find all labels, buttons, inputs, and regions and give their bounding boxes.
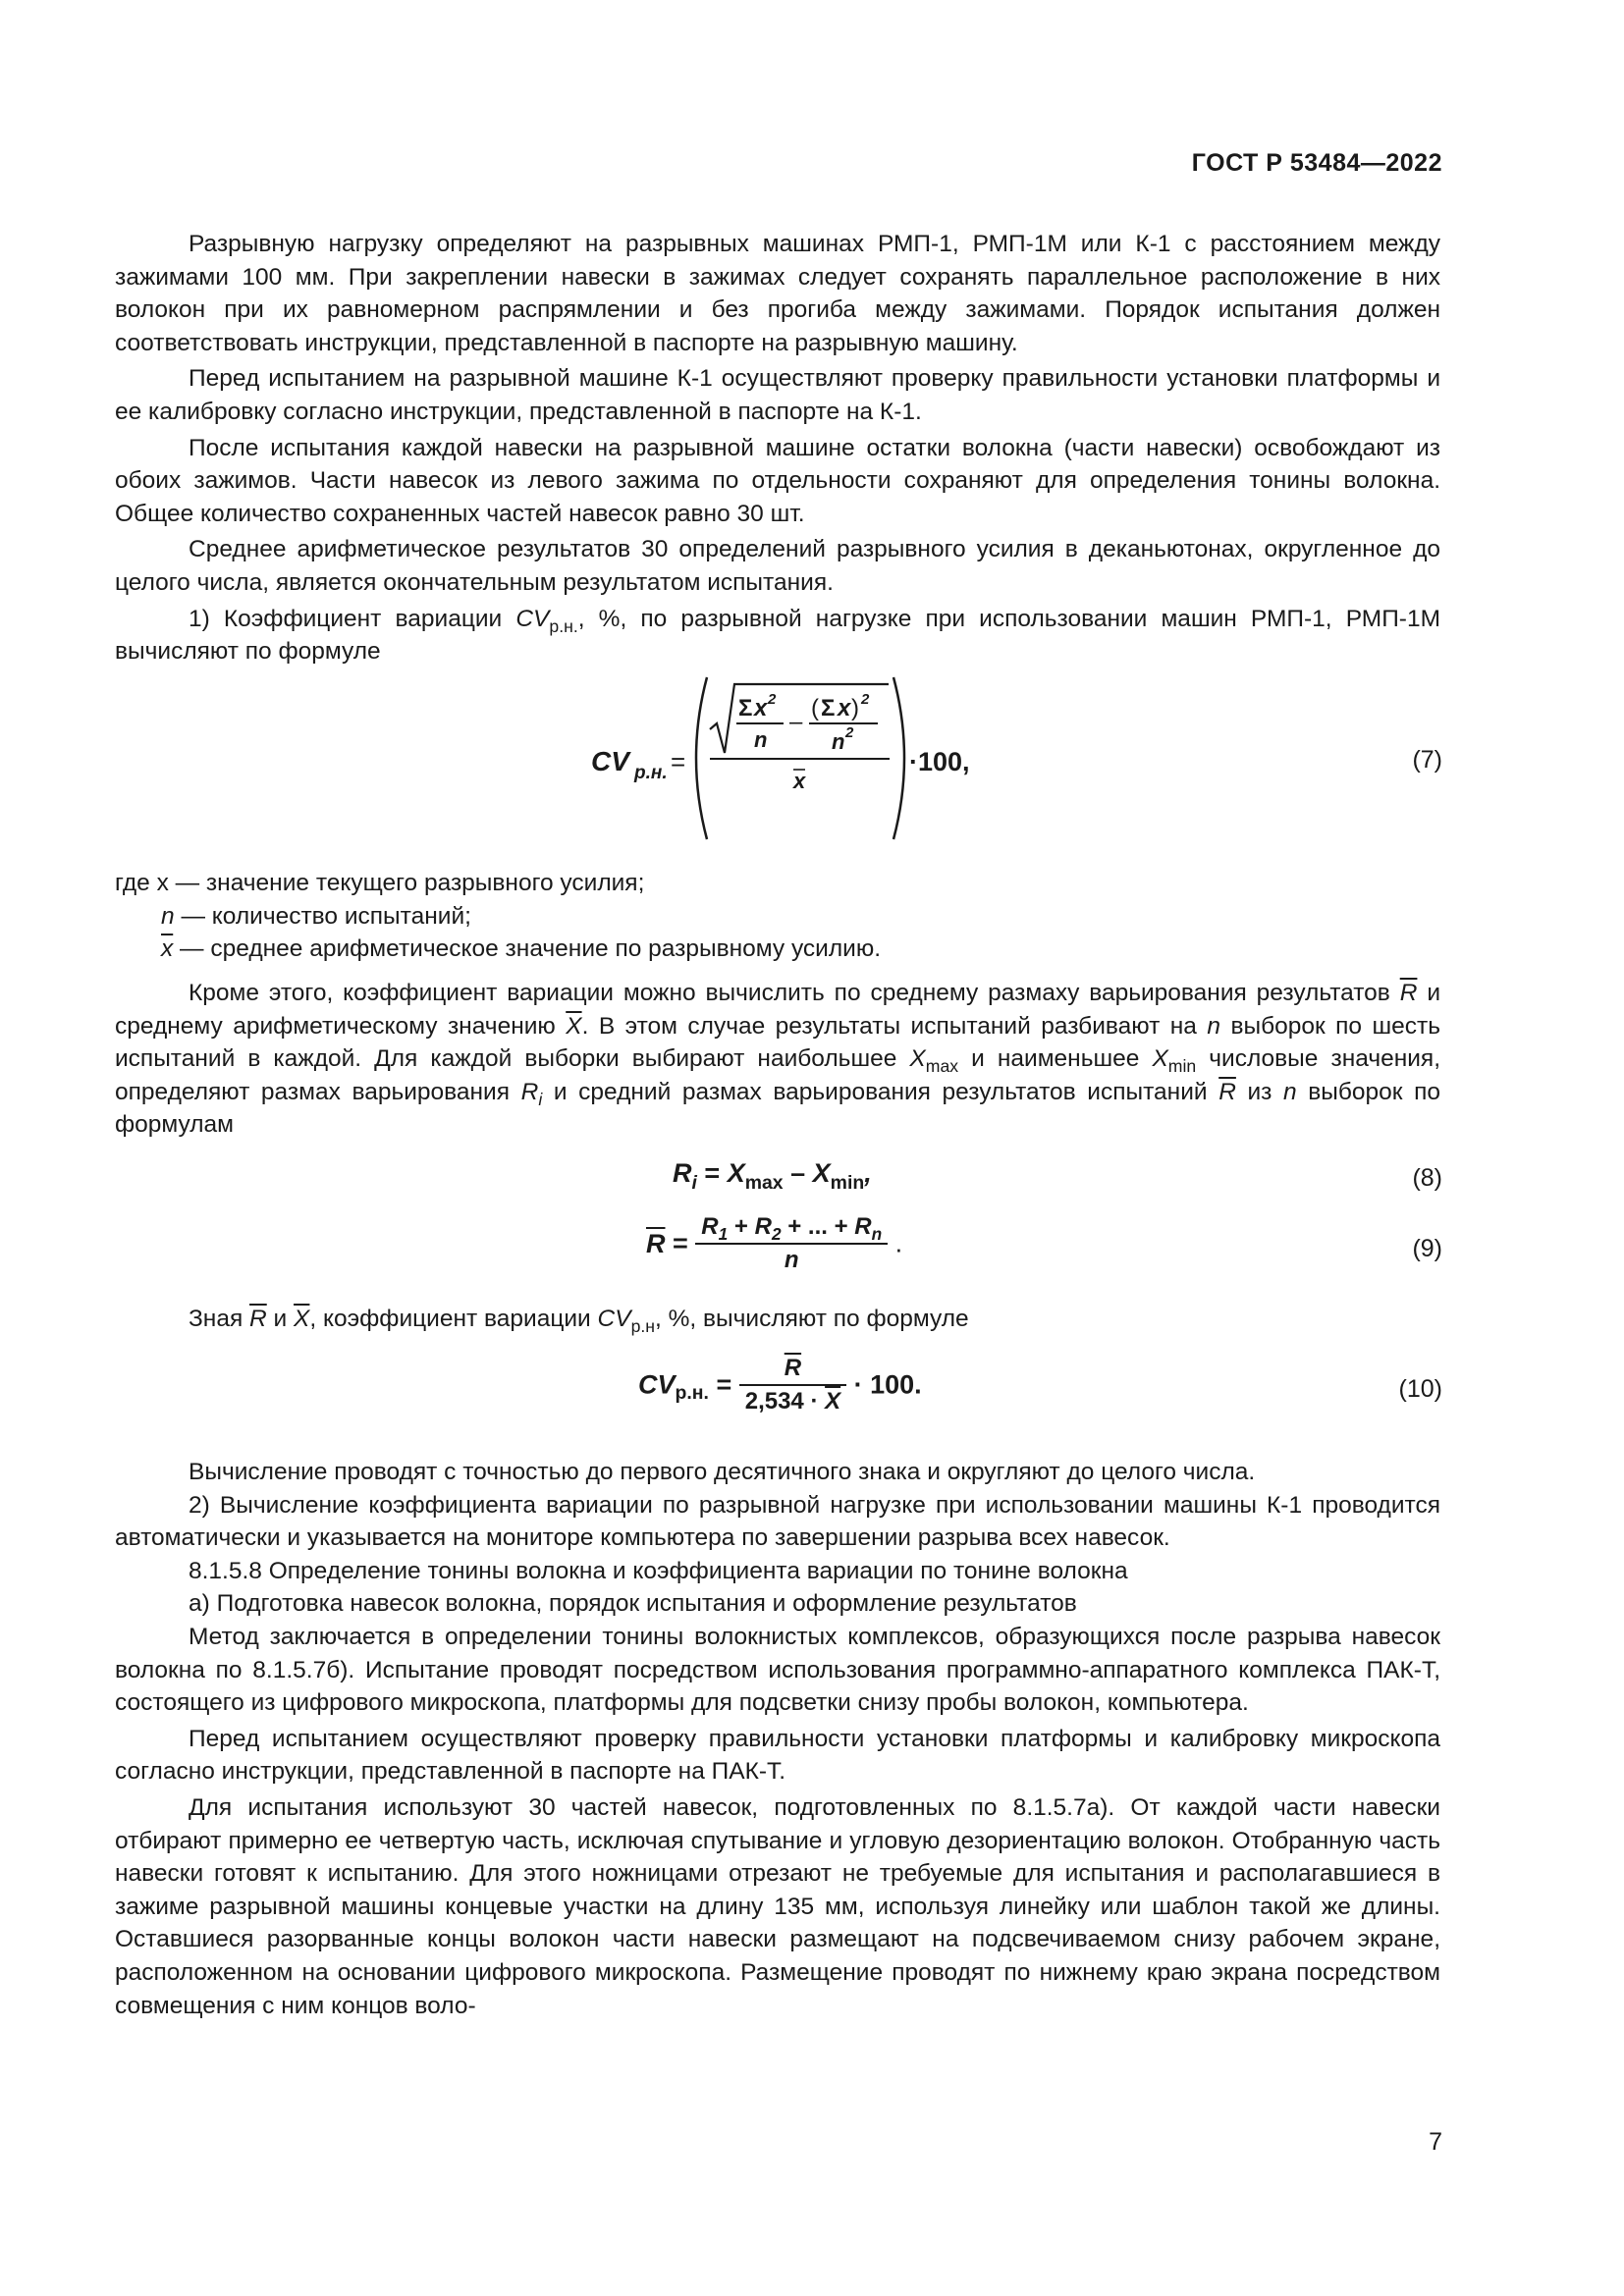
variable-definitions <box>115 867 881 966</box>
svg-text:CV: CV <box>591 746 629 776</box>
text-block-2 <box>115 977 1440 1142</box>
definition-xbar: $\overline{x}$ — среднее арифметическое значение по разрывному усилию. <box>161 935 882 963</box>
paragraph: Для испытания используют 30 частей навесок, подготовленных по 8.1.5.7а). От каждой части навески отбирают примерно ее четвертую часть, исключая спутывание и угловую дезориентацию волокон. Отобранную часть навески готовят к испытанию. Для этого ножницами отрезают не требуемые для испытания и располагавшиеся в зажиме разрывной машины концевые участки на длину 135 мм, используя линейку или шаблон такой же длины. Оставшиеся разорванные концы волокон части навески размещают на подсвечиваемом снизу рабочем экране, расположенном на основании цифрового микроскопа. Размещение проводят по нижнему краю экрана посредством совмещения с ним концов воло- <box>115 1793 1440 2019</box>
svg-text:–: – <box>789 709 803 735</box>
svg-text:2: 2 <box>861 691 870 708</box>
subsection-heading: а) Подготовка навесок волокна, порядок испытания и оформление результатов <box>189 1590 1077 1618</box>
paragraph: Среднее арифметическое результатов 30 определений разрывного усилия в деканьютонах, округленное до целого числа, является окончательным результатом испытания. <box>115 536 1440 596</box>
svg-text:2: 2 <box>845 724 854 741</box>
text-block-3 <box>115 1456 1440 2022</box>
svg-text:n: n <box>754 727 768 752</box>
formula-9-number: (9) <box>1412 1235 1442 1262</box>
svg-text:): ) <box>851 695 859 721</box>
paragraph: Вычисление проводят с точностью до первого десятичного знака и округляют до целого числа. <box>189 1459 1256 1485</box>
paragraph: Метод заключается в определении тонины волокнистых комплексов, образующихся после разрыва навесок волокна по 8.1.5.7б). Испытание проводят посредством использования программно-аппаратного комплекса ПАК-Т, состоящего из цифрового микроскопа, платформы для подсветки снизу пробы волокон, компьютера. <box>115 1623 1440 1717</box>
paragraph: Перед испытанием осуществляют проверку правильности установки платформы и калибровку микроскопа согласно инструкции, представленной в паспорте на ПАК-Т. <box>115 1725 1440 1786</box>
page-number: 7 <box>1429 2128 1442 2156</box>
paragraph-range-method: Кроме этого, коэффициент вариации можно вычислить по среднему размаху варьирования результатов $\overline{R}$ и среднему арифметическому значению $\overline{X}$. В этом случае результаты испытаний разбивают на n выборок по шесть испытаний в каждой. Для каждой выборки выбирают наибольшее $X_{max}$ и наименьшее $X_{min}$ числовые значения, определяют размах варьирования $R_i$ и средний размах варьирования результатов испытаний $\overline{R}$ из n выборок по формулам <box>115 980 1441 1139</box>
definition-x: где х — значение текущего разрывного усилия; <box>115 870 645 896</box>
formula-9: $\overline{R}$ = $\frac{R_1 + R_2 + ... + R_n}{n}$ . <box>646 1213 903 1273</box>
formula-8-number: (8) <box>1412 1164 1442 1192</box>
svg-text:x: x <box>754 695 768 721</box>
text-block-1 <box>115 228 1440 668</box>
svg-text:(: ( <box>811 695 819 721</box>
paragraph-formula-intro: 1) Коэффициент вариации $CV_{р.н.}$, %, по разрывной нагрузке при использовании машин РМП-1, РМП-1М вычисляют по формуле <box>115 605 1440 666</box>
svg-text:x: x <box>838 695 851 721</box>
svg-text:Σ: Σ <box>738 695 753 721</box>
svg-text:=: = <box>671 747 686 776</box>
svg-text:n: n <box>832 729 845 754</box>
paragraph: После испытания каждой навески на разрывной машине остатки волокна (части навески) освобождают из обоих зажимов. Части навесок из левого зажима по отдельности сохраняют для определения тонины волокна. Общее количество сохраненных частей навесок равно 30 шт. <box>115 434 1440 527</box>
paragraph: 2) Вычисление коэффициента вариации по разрывной нагрузке при использовании машины К-1 проводится автоматически и указывается на мониторе компьютера по завершении разрыва всех навесок. <box>115 1491 1440 1552</box>
section-heading: 8.1.5.8 Определение тонины волокна и коэффициента вариации по тонине волокна <box>189 1557 1128 1584</box>
svg-text:2: 2 <box>768 691 777 708</box>
svg-text:р.н.: р.н. <box>634 763 668 783</box>
formula-7-graphic <box>569 672 1001 844</box>
formula-10-number: (10) <box>1398 1375 1442 1403</box>
svg-text:Σ: Σ <box>821 695 836 721</box>
formula-10-intro: Зная $\overline{R}$ и $\overline{X}$, коэффициент вариации $CV_{р.н}$, %, вычисляют по формуле <box>189 1306 969 1337</box>
formula-8: $R_i = X_{max} - X_{min}$, <box>673 1158 872 1194</box>
paragraph: Перед испытанием на разрывной машине К-1 осуществляют проверку правильности установки платформы и ее калибровку согласно инструкции, представленной в паспорте на К-1. <box>115 365 1440 425</box>
definition-n: n — количество испытаний; <box>161 902 471 930</box>
svg-text:x: x <box>793 769 806 793</box>
svg-text:·100,: ·100, <box>909 747 970 776</box>
paragraph: Разрывную нагрузку определяют на разрывных машинах РМП-1, РМП-1М или К-1 с расстоянием между зажимами 100 мм. При закреплении навески в зажимах следует сохранять параллельное расположение в них волокон при их равномерном распрямлении и без прогиба между зажимами. Порядок испытания должен соответствовать инструкции, представленной в паспорте на разрывную машину. <box>115 231 1440 356</box>
standard-header: ГОСТ Р 53484—2022 <box>1191 149 1442 177</box>
formula-7-number: (7) <box>1412 746 1442 774</box>
formula-10: $CV_{р.н.}$ = $\frac{\overline{R}}{2,534 \cdot \overline{X}}$ · 100. <box>638 1355 922 1415</box>
